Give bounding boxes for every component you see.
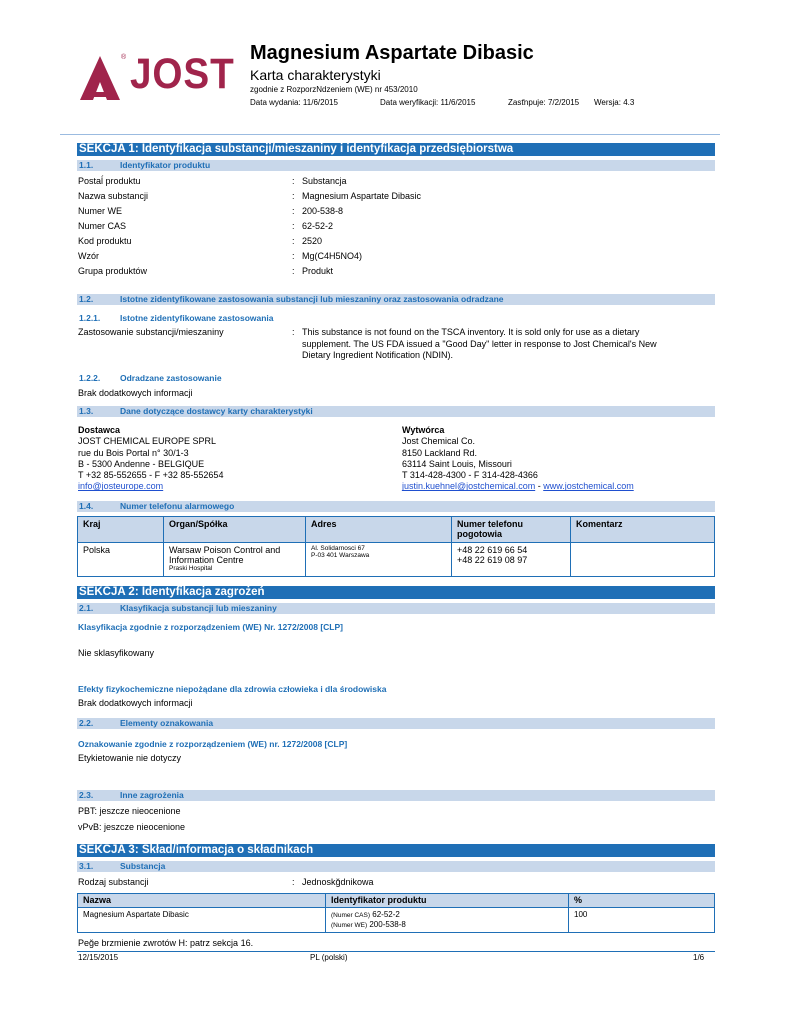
col-header: % <box>569 894 715 908</box>
version: Wersja: 4.3 <box>594 98 635 107</box>
subsection-1-4 <box>77 501 715 512</box>
org-sub: Praski Hospital <box>169 565 213 572</box>
subsection-2-2 <box>77 718 715 729</box>
manufacturer-line: Jost Chemical Co. <box>402 436 476 447</box>
substance-type-colon: : <box>292 877 295 887</box>
row-label: Nazwa substancji <box>78 191 149 201</box>
footer-divider <box>77 951 715 952</box>
subsection-number: 1.1. <box>79 160 94 170</box>
subsection-number: 3.1. <box>79 861 94 871</box>
row-value: Mg(C4H5NO4) <box>302 251 363 261</box>
footer-language: PL (polski) <box>310 953 348 962</box>
footer-page: 1/6 <box>693 953 705 962</box>
cell-phone <box>452 543 571 577</box>
we-prefix: (Numer WE) <box>331 922 368 929</box>
regulation-text: zgodnie z RozporzNdzeniem (WE) nr 453/2010 <box>250 85 418 94</box>
manufacturer-line: 8150 Lackland Rd. <box>402 447 478 458</box>
use-value-line: This substance is not found on the TSCA inventory. It is sold only for use as a dietary <box>302 327 640 337</box>
org-name: Warsaw Poison Control and Information Centre <box>169 545 281 565</box>
phone-number: +48 22 619 66 54 <box>457 545 528 555</box>
col-header: Adres <box>306 517 452 543</box>
jost-logo <box>80 52 238 100</box>
row-value: Substancja <box>302 176 347 186</box>
subsection-1-1 <box>77 160 715 171</box>
col-header: Kraj <box>78 517 164 543</box>
row-label: Numer CAS <box>78 221 127 231</box>
section-1-title: SEKCJA 1: Identyfikacja substancji/mieszaniny i identyfikacja przedsiębiorstwa <box>77 143 715 156</box>
col-header: Organ/Spółka <box>164 517 306 543</box>
supplier-line: JOST CHEMICAL EUROPE SPRL <box>78 436 217 447</box>
effects-text: Brak dodatkowych informacji <box>78 698 193 708</box>
subsection-1-2 <box>77 294 715 305</box>
link-separator: - <box>535 481 544 492</box>
cell-name <box>78 908 326 933</box>
we-value: 200-538-8 <box>369 920 406 929</box>
subsection-number: 1.2.2. <box>79 373 101 383</box>
col-header: Identyfikator produktu <box>326 894 569 908</box>
subsection-title: Istotne zidentyfikowane zastosowania <box>120 313 274 323</box>
subsection-title: Odradzane zastosowanie <box>120 373 222 383</box>
use-value-line: supplement. The US FDA issued a "Good Day" letter in response to Jost Chemical's New <box>302 338 657 349</box>
subsection-1-3 <box>77 406 715 417</box>
subsection-number: 1.3. <box>79 406 94 416</box>
subsection-title: Dane dotyczące dostawcy karty charakterystyki <box>120 406 313 416</box>
row-colon: : <box>292 266 295 276</box>
manufacturer-website-link[interactable]: www.jostchemical.com <box>543 481 634 492</box>
replaces-date: Zastŉpuje: 7/2/2015 <box>508 98 580 107</box>
supplier-block <box>78 425 223 493</box>
manufacturer-line: 63114 Saint Louis, Missouri <box>402 458 512 469</box>
logo-text: JOST <box>130 50 235 98</box>
subsection-number: 2.2. <box>79 718 94 728</box>
subsection-number: 1.2.1. <box>79 313 101 323</box>
col-header: Numer telefonu pogotowia <box>452 517 571 543</box>
clp-classification-heading: Klasyfikacja zgodnie z rozporządzeniem (WE) Nr. 1272/2008 [CLP] <box>78 622 343 632</box>
row-value: Produkt <box>302 266 334 276</box>
address-line: Al. Solidarnosci 67 <box>311 545 365 552</box>
registered-mark: ® <box>121 54 127 61</box>
not-classified-text: Nie sklasyfikowany <box>78 648 155 658</box>
subsection-2-3 <box>77 790 715 801</box>
table-row <box>78 543 715 577</box>
emergency-table <box>77 516 715 577</box>
use-value-line: Dietary Ingredient Notification (NDIN). <box>302 350 454 360</box>
cell-address <box>306 543 452 577</box>
supplier-email-link[interactable]: info@josteurope.com <box>78 481 164 492</box>
subsection-number: 1.2. <box>79 294 94 304</box>
substance-name: Magnesium Aspartate Dibasic <box>83 910 189 919</box>
effects-heading: Efekty fizykochemiczne niepożądane dla zdrowia człowieka i dla środowiska <box>78 684 387 694</box>
supplier-line: B - 5300 Andenne - BELGIQUE <box>78 458 205 469</box>
composition-table <box>77 893 715 933</box>
subsection-number: 1.4. <box>79 501 94 511</box>
row-colon: : <box>292 206 295 216</box>
cell-organization <box>164 543 306 577</box>
col-header: Nazwa <box>78 894 326 908</box>
table-header-row <box>78 517 715 543</box>
substance-type-label: Rodzaj substancji <box>78 877 149 887</box>
row-value: 200-538-8 <box>302 206 344 216</box>
subsection-title: Inne zagrożenia <box>120 790 184 800</box>
row-colon: : <box>292 251 295 261</box>
subsection-2-1 <box>77 603 715 614</box>
manufacturer-block <box>402 425 634 493</box>
no-additional-info: Brak dodatkowych informacji <box>78 388 193 398</box>
jost-logo-mark <box>80 56 120 100</box>
subsection-number: 2.1. <box>79 603 94 613</box>
supplier-line: T +32 85-552655 - F +32 85-552654 <box>78 470 224 481</box>
substance-type-value: Jednoskğdnikowa <box>302 877 374 887</box>
subsection-title: Numer telefonu alarmowego <box>120 501 235 511</box>
subsection-title: Klasyfikacja substancji lub mieszaniny <box>120 603 277 613</box>
subsection-title: Elementy oznakowania <box>120 718 214 728</box>
supplier-heading: Dostawca <box>78 425 121 435</box>
manufacturer-line: T 314-428-4300 - F 314-428-4366 <box>402 470 538 481</box>
row-colon: : <box>292 176 295 186</box>
cas-value: 62-52-2 <box>372 910 400 919</box>
subsection-number: 2.3. <box>79 790 94 800</box>
row-label: Numer WE <box>78 206 123 216</box>
row-colon: : <box>292 191 295 201</box>
pbt-text: PBT: jeszcze nieocenione <box>78 806 181 816</box>
subsection-title: Substancja <box>120 861 166 871</box>
section-3-title: SEKCJA 3: Skład/informacja o składnikach <box>77 844 715 857</box>
cas-prefix: (Numer CAS) <box>331 912 371 919</box>
cell-comment <box>571 543 715 577</box>
row-value: Magnesium Aspartate Dibasic <box>302 191 422 201</box>
header-divider <box>60 134 720 135</box>
subsection-3-1 <box>77 861 715 872</box>
issue-date: Data wydania: 11/6/2015 <box>250 98 338 107</box>
address-line: P-03 401 Warszawa <box>311 552 370 559</box>
col-header: Komentarz <box>571 517 715 543</box>
document-title: Magnesium Aspartate Dibasic <box>250 42 534 64</box>
row-label: Postaĺ produktu <box>78 176 141 186</box>
revision-date: Data weryfikacji: 11/6/2015 <box>380 98 476 107</box>
cell-identifier <box>326 908 569 933</box>
footer-date: 12/15/2015 <box>78 953 119 962</box>
labelling-heading: Oznakowanie zgodnie z rozporządzeniem (WE) nr. 1272/2008 [CLP] <box>78 739 348 749</box>
subsection-title: Istotne zidentyfikowane zastosowania substancji lub mieszaniny oraz zastosowania odradzane <box>120 294 504 304</box>
cell-percent: 100 <box>569 908 715 933</box>
section-2-title: SEKCJA 2: Identyfikacja zagrożeń <box>77 586 715 599</box>
labelling-text: Etykietowanie nie dotyczy <box>78 753 182 763</box>
row-value: 62-52-2 <box>302 221 334 231</box>
vpvb-text: vPvB: jeszcze nieocenione <box>78 822 186 832</box>
table-row <box>78 908 715 933</box>
document-subtitle: Karta charakterystyki <box>250 67 381 83</box>
row-label: Kod produktu <box>78 236 132 246</box>
table-header-row <box>78 894 715 908</box>
row-label: Wzór <box>78 251 99 261</box>
manufacturer-heading: Wytwórca <box>402 425 445 435</box>
supplier-line: rue du Bois Portal n° 30/1-3 <box>78 447 189 458</box>
row-colon: : <box>292 236 295 246</box>
row-value: 2520 <box>302 236 323 246</box>
use-label: Zastosowanie substancji/mieszaniny <box>78 327 224 337</box>
subsection-title: Identyfikator produktu <box>120 160 211 170</box>
h-statements-note: Peğe brzmienie zwrotów H: patrz sekcja 16. <box>78 938 254 948</box>
cell-country: Polska <box>78 543 164 577</box>
row-label: Grupa produktów <box>78 266 148 276</box>
phone-number: +48 22 619 08 97 <box>457 555 528 565</box>
row-colon: : <box>292 221 295 231</box>
manufacturer-email-link[interactable]: justin.kuehnel@jostchemical.com <box>402 481 536 492</box>
use-value <box>302 327 712 362</box>
use-colon: : <box>292 327 295 337</box>
